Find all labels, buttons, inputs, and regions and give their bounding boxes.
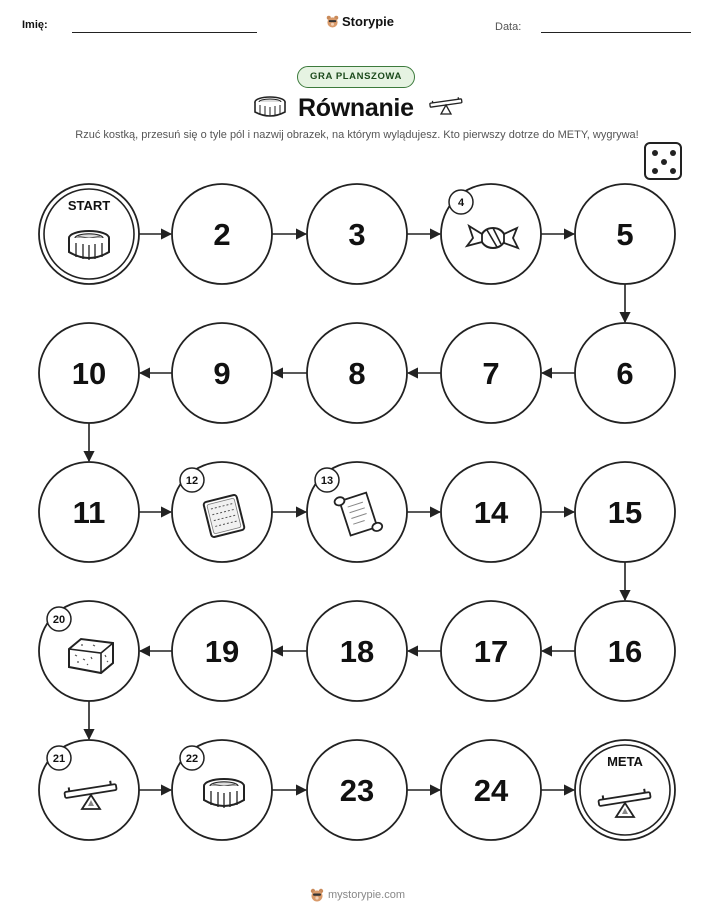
space-number: 12 (185, 475, 199, 487)
space-number: 23 (339, 773, 375, 808)
board-space-11[interactable] (39, 462, 139, 562)
sponge-cake-icon (69, 639, 113, 673)
space-number: 21 (52, 753, 66, 765)
space-number: 16 (607, 634, 643, 669)
board-space-22[interactable] (172, 740, 272, 840)
board-space-14[interactable] (441, 462, 541, 562)
space-number: 20 (52, 614, 66, 626)
board-space-16[interactable] (575, 601, 675, 701)
footer (310, 888, 405, 902)
board-space-24[interactable] (441, 740, 541, 840)
board-space-21[interactable] (39, 740, 139, 840)
space-number: 19 (204, 634, 240, 669)
board-space-20[interactable] (39, 601, 139, 701)
space-number: 17 (473, 634, 509, 669)
board-space-9[interactable] (172, 323, 272, 423)
brand-name: Storypie (342, 14, 395, 29)
start-space[interactable] (39, 184, 139, 284)
space-number: 10 (71, 356, 107, 391)
board-space-18[interactable] (307, 601, 407, 701)
board-space-12[interactable] (172, 462, 272, 562)
space-number: 24 (473, 773, 509, 808)
space-label: META (607, 754, 643, 769)
finish-space[interactable] (575, 740, 675, 840)
space-number: 6 (616, 356, 634, 391)
date-label: Data: (495, 21, 522, 33)
board-space-19[interactable] (172, 601, 272, 701)
space-number: 8 (348, 356, 366, 391)
space-number: 4 (457, 197, 465, 209)
board-space-13[interactable] (307, 462, 407, 562)
board-space-4[interactable] (441, 184, 541, 284)
matzah-icon (203, 494, 245, 537)
board-space-7[interactable] (441, 323, 541, 423)
space-number: 18 (339, 634, 375, 669)
space-number: 11 (72, 495, 106, 530)
space-number: 5 (616, 217, 634, 252)
space-number: 2 (213, 217, 231, 252)
board-space-17[interactable] (441, 601, 541, 701)
game-type-badge: GRA PLANSZOWA (297, 66, 415, 88)
board-space-15[interactable] (575, 462, 675, 562)
board-space-6[interactable] (575, 323, 675, 423)
space-number: 22 (185, 753, 199, 765)
space-number: 7 (482, 356, 500, 391)
instructions: Rzuć kostką, przesuń się o tyle pól i nazwij obrazek, na którym wylądujesz. Kto pierwszy dotrze do METY, wygrywa! (75, 129, 639, 141)
board-space-3[interactable] (307, 184, 407, 284)
name-label: Imię: (22, 19, 48, 31)
space-number: 15 (607, 495, 643, 530)
board-space-23[interactable] (307, 740, 407, 840)
board-space-10[interactable] (39, 323, 139, 423)
board-space-2[interactable] (172, 184, 272, 284)
board-space-5[interactable] (575, 184, 675, 284)
board-space-8[interactable] (307, 323, 407, 423)
basket-icon (69, 231, 109, 260)
space-number: 13 (320, 475, 334, 487)
space-number: 3 (348, 217, 366, 252)
space-label: START (67, 198, 111, 213)
bear-icon (310, 888, 324, 902)
page-title: Równanie (298, 94, 414, 122)
basket-icon (204, 779, 244, 808)
footer-url: mystorypie.com (328, 889, 406, 901)
space-number: 14 (473, 495, 509, 530)
space-number: 9 (213, 356, 231, 391)
